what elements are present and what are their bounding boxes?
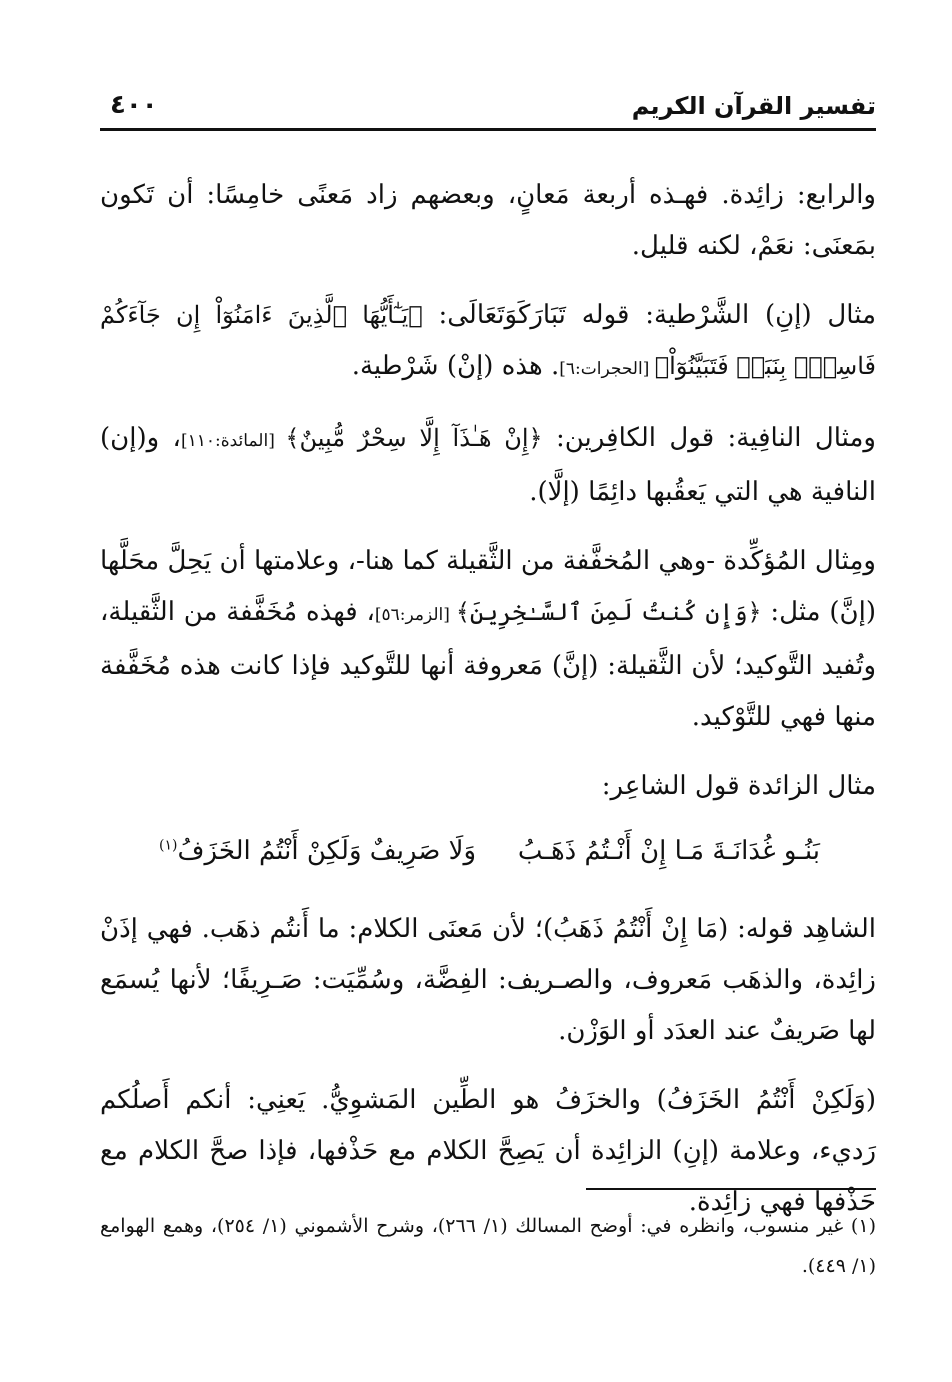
quran-quote: ﴿وَإِن كُنتُ لَمِنَ ٱلسَّـٰخِرِينَ﴾ (455, 598, 762, 626)
paragraph-witness: الشاهِد قوله: (مَا إِنْ أَنْتُمُ ذَهَبُ)؛ لأن مَعنَى الكلام: ما أَنتُم ذهَب. فهي إذَنْ زائِدة، والذهَب مَعروف، والصـريف: الفِضَّة، وسُمِّيَت: صَـرِيفًا؛ لأنها يُسمَع لها صَريفٌ عند العدَد أو الوَزْن. (100, 914, 876, 1046)
header-rule (100, 128, 876, 131)
quran-quote: ﴿يَـٰٓأَيُّهَا ٱلَّذِينَ ءَامَنُوٓاْ إِن جَآءَكُمْ فَاسِقٌۢ بِنَبَإٖ فَتَبَيَّنُوٓاْ﴾ (100, 301, 876, 380)
surah-reference: [المائدة:١١٠] (180, 431, 286, 451)
verse-first-hemistich: بَنُـو غُدَانَـةَ مَـا إِنْ أَنْـتُمُ ذَهَـبُ (517, 836, 820, 866)
footnote: (١) غير منسوب، وانظره في: أوضح المسالك (١/ ٢٦٦)، وشرح الأشموني (١/ ٢٥٤)، وهمع الهوامع (١/ ٤٤٩). (100, 1215, 876, 1277)
poetry-verse (100, 830, 876, 890)
book-title: تفسير القرآن الكريم (631, 92, 876, 120)
paragraph-negative (100, 413, 876, 518)
paragraph-text: مثال (إنِ) الشَّرْطية: قوله تَبَارَكَوَتَعَالَى: (422, 300, 876, 330)
verse-second-hemistich (159, 836, 476, 866)
surah-reference: [الحجرات:٦] (559, 359, 655, 379)
paragraph-emphatic (100, 536, 876, 743)
paragraph-text: . هذه (إنْ) شَرْطية. (351, 351, 560, 381)
quran-quote: ﴿إِنْ هَـٰذَآ إِلَّا سِحْرٌ مُّبِينٌ﴾ (285, 424, 543, 452)
main-text (100, 170, 876, 1246)
paragraph-text: ، فهذه مُخَفَّفة من الثَّقيلة، وتُفيد التَّوكيد؛ لأن الثَّقيلة: (إنَّ) مَعروفة أنها للتَّوكيد فإذا كانت هذه مُخَفَّفة منها فهي للتَّوْكيد. (100, 597, 876, 732)
footnote-marker[interactable]: (١) (159, 837, 178, 854)
paragraph-conditional (100, 290, 876, 395)
paragraph-text: ، و(إن) النافية هي التي يَعقُبها دائِمًا (إلَّا). (100, 423, 876, 507)
paragraph-fourth-meaning: والرابع: زائِدة. فهـذه أربعة مَعانٍ، وبعضهم زاد مَعنًى خامِسًا: أن تَكون بمَعنَى: نعَمْ، لكنه قليل. (100, 180, 876, 261)
verse-text: وَلَا صَرِيفٌ وَلَكِنْ أَنْتُمُ الخَزَفُ (177, 836, 476, 866)
paragraph-redundant-intro: مثال الزائدة قول الشاعِر: (601, 771, 876, 801)
paragraph-text: ومثال النافِية: قول الكافِرين: (542, 423, 876, 453)
paragraph-clay: (وَلَكِنْ أَنْتُمُ الخَزَفُ) والخزَفُ هو الطِّين المَشوِيُّ. يَعنِي: أنكم أَصلُكم رَديء، وعلامة (إنِ) الزائِدة أن يَصِحَّ الكلام مع حَذْفها، فإذا صحَّ الكلام مع حَذْفها فهي زائِدة. (100, 1085, 876, 1217)
page-number: ٤٠٠ (110, 90, 158, 120)
surah-reference: [الزمر:٥٦] (374, 605, 456, 625)
paragraph-text: ومِثال المُؤكِّدة -وهي المُخفَّفة من الثَّقيلة كما هنا-، وعلامتها أن يَحِلَّ محَلَّها (إنَّ) مثل: (100, 546, 876, 627)
page-header (100, 88, 876, 128)
footnote-separator (586, 1188, 876, 1190)
